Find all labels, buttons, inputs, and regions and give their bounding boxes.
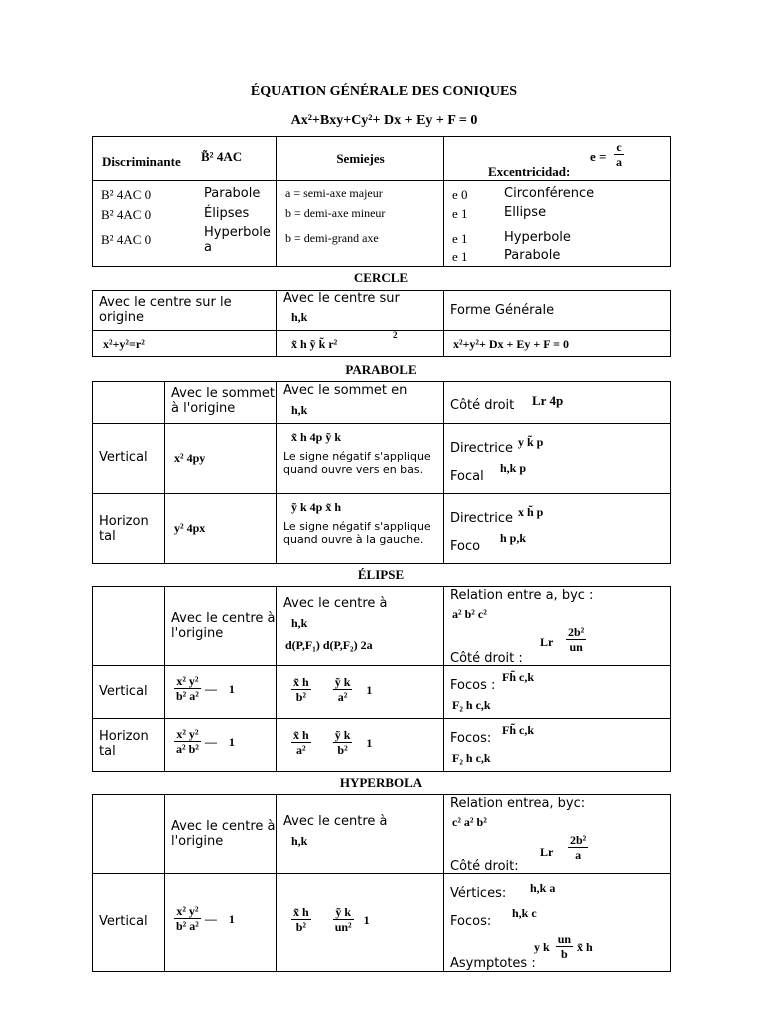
ellipse-cote: Côté droit : — [450, 651, 523, 666]
hyperbola-lr-den: a — [575, 848, 582, 862]
hyperbola-lr-fraction — [568, 833, 588, 862]
hyperbola-focos-label: Focos: — [450, 914, 492, 929]
exc-row-1: e 0 — [452, 187, 468, 202]
parabole-vertical-f2-cell — [277, 424, 444, 494]
excentricidad-num: c — [614, 140, 624, 155]
parabole-h1-text: Avec le sommet à l'origine — [171, 386, 275, 416]
parabole-horizontal-f1-cell — [165, 494, 277, 564]
hyperbola-vertical-f1-num: x² y² — [174, 904, 201, 919]
hyperbola-vertical-f2-b-num: ỹ k — [333, 905, 354, 920]
hyperbola-vertical-f2-rhs: 1 — [363, 912, 370, 927]
disc-row-2: B² 4AC 0 — [101, 207, 152, 222]
ellipse-horizontal-focos-2: F₂ h c,k — [452, 751, 491, 765]
parabole-vertical-f1: x² 4py — [174, 451, 206, 465]
hyperbola-asymptotes-formula — [534, 932, 593, 961]
hyperbola-h1-text: Avec le centre à l'origine — [171, 819, 276, 849]
ellipse-vertical-f2-cell — [277, 666, 444, 719]
ellipse-vertical-f1-num: x² y² — [174, 674, 201, 689]
exc-name-2: Ellipse — [504, 205, 547, 220]
parabole-h3 — [444, 382, 671, 424]
disc-values — [93, 181, 277, 267]
ellipse-vertical-label: Vertical — [99, 684, 148, 699]
parabole-vertical-directrice-label: Directrice — [450, 441, 514, 456]
ellipse-table — [92, 586, 671, 772]
cercle-h2-text: Avec le centre sur — [283, 291, 400, 306]
hyperbola-asymptotes-num: un — [557, 932, 572, 946]
exc-name-3: Hyperbole — [504, 230, 571, 245]
general-equation: Ax²+Bxy+Cy²+ Dx + Ey + F = 0 — [290, 113, 478, 128]
ellipse-h3 — [444, 587, 671, 666]
hyperbola-asymptotes-label: Asymptotes : — [450, 956, 536, 971]
parabole-vertical-focal: h,k p — [500, 461, 527, 475]
hyperbola-vertical-f2-a-den: b² — [295, 920, 306, 934]
ellipse-lr-fraction — [566, 625, 586, 654]
ellipse-vertical-focos-cell — [444, 666, 671, 719]
ellipse-horizontal-f1-cell — [165, 719, 277, 772]
semiejes-header — [277, 137, 444, 181]
parabole-vertical-f2: x̃ h 4p ỹ k — [291, 430, 342, 444]
parabole-h0 — [93, 382, 165, 424]
ellipse-horizontal-f2-b-num: ỹ k — [334, 728, 351, 742]
cercle-f2: x̃ h ỹ k̃ r² — [291, 337, 338, 351]
parabole-horizontal-f1: y² 4px — [174, 521, 206, 535]
hyperbola-cote: Côté droit: — [450, 859, 519, 874]
hyperbola-lr-num: 2b² — [570, 833, 587, 847]
cercle-f2-cell — [277, 331, 444, 357]
excentricidad-lhs: e = — [590, 149, 607, 164]
ellipse-horizontal-f1-den: a² b² — [176, 742, 199, 756]
disc-name-2: Élipses — [204, 206, 250, 221]
ellipse-relation: Relation entre a, byc : — [450, 588, 594, 603]
hyperbola-h0 — [93, 795, 165, 874]
cercle-f3-cell — [444, 331, 671, 357]
ellipse-horizontal-label: Horizon tal — [99, 729, 149, 759]
ellipse-horizontal-f2-a-den: a² — [296, 743, 306, 757]
parabole-vertical-note: Le signe négatif s'applique quand ouvre vers en bas. — [283, 450, 431, 476]
parabole-horizontal-f2-cell — [277, 494, 444, 564]
hyperbola-asymptotes-left: y k — [534, 939, 550, 954]
hyperbola-h2-sub: h,k — [291, 834, 308, 848]
hyperbola-lr: Lr — [540, 845, 554, 859]
parabole-table — [92, 381, 671, 564]
ellipse-h2-text: Avec le centre à — [283, 596, 388, 611]
ellipse-vertical-f1-rhs: 1 — [228, 681, 235, 696]
ellipse-vertical-f2-b-den: a² — [337, 690, 348, 704]
ellipse-h1-text: Avec le centre à l'origine — [171, 611, 276, 641]
hyperbola-vertical-f2-b-den: un² — [334, 920, 352, 934]
ellipse-lr-num: 2b² — [568, 625, 585, 639]
parabole-horizontal-label: Horizon tal — [99, 514, 149, 544]
hyperbola-vertical-label: Vertical — [99, 914, 148, 929]
cercle-h3-text: Forme Générale — [450, 303, 555, 318]
ellipse-vertical-focos-label: Focos : — [450, 678, 496, 693]
disc-row-1: B² 4AC 0 — [101, 187, 152, 202]
hyperbola-h2 — [277, 795, 444, 874]
section-ellipse: ÉLIPSE — [357, 567, 405, 582]
semi-values — [277, 181, 444, 267]
cercle-f1-cell — [93, 331, 277, 357]
excentricidad-label: Excentricidad: — [488, 164, 571, 179]
cercle-h1 — [93, 291, 277, 331]
ellipse-h0 — [93, 587, 165, 666]
parabole-vertical-info-cell — [444, 424, 671, 494]
parabole-h3-formula: Lr 4p — [532, 393, 564, 408]
parabole-h2-text: Avec le sommet en — [283, 383, 408, 398]
ellipse-horizontal-focos-1: Fh̃ c,k — [502, 723, 535, 737]
disc-name-1: Parabole — [204, 186, 261, 201]
exc-name-1: Circonférence — [504, 186, 595, 201]
parabole-h1 — [165, 382, 277, 424]
cercle-f3: x²+y²+ Dx + Ey + F = 0 — [453, 337, 569, 351]
ellipse-vertical-label-cell — [93, 666, 165, 719]
hyperbola-vertical-label-cell — [93, 874, 165, 972]
discriminant-table — [92, 136, 671, 267]
ellipse-horizontal-label-cell — [93, 719, 165, 772]
hyperbola-vertical-f1-cell — [165, 874, 277, 972]
discriminante-header — [93, 137, 277, 181]
ellipse-horizontal-f1: $\frac{\text{x² y²}}{\text{a² b²}}$ — 1 — [176, 727, 235, 756]
parabole-h3-text: Côté droit — [450, 398, 515, 413]
hyperbola-relation: Relation entrea, byc: — [450, 796, 586, 811]
cercle-f2-sup: 2 — [393, 330, 398, 340]
parabole-horizontal-foco-label: Foco — [450, 539, 481, 554]
hyperbola-relation-formula: c² a² b² — [452, 815, 487, 829]
ellipse-horizontal-f2 — [283, 728, 372, 757]
exc-values — [444, 181, 671, 267]
parabole-vertical-f1-cell — [165, 424, 277, 494]
disc-name-3: Hyperbole a — [204, 225, 271, 255]
hyperbola-focos: h,k c — [512, 906, 537, 920]
ellipse-vertical-focos-2: F₂ h c,k — [452, 698, 491, 712]
cercle-h3 — [444, 291, 671, 331]
ellipse-vertical-f1-den: b² a² — [176, 689, 199, 703]
exc-row-2: e 1 — [452, 206, 468, 221]
discriminante-label: Discriminante — [102, 154, 181, 169]
ellipse-h2 — [277, 587, 444, 666]
hyperbola-asymptotes-right: x̃ h — [577, 939, 593, 954]
ellipse-vertical-f2-rhs: 1 — [366, 682, 373, 697]
excentricidad-header — [444, 137, 671, 181]
hyperbola-vertical-f1-den: b² a² — [176, 919, 199, 933]
exc-row-4: e 1 — [452, 249, 468, 264]
parabole-horizontal-foco: h p,k — [500, 531, 527, 545]
ellipse-horizontal-f2-rhs: 1 — [366, 735, 373, 750]
hyperbola-vertices-label: Vértices: — [450, 886, 507, 901]
ellipse-vertical-f2-a-den: b² — [295, 690, 306, 704]
hyperbola-vertical-info-cell — [444, 874, 671, 972]
hyperbola-h2-text: Avec le centre à — [283, 814, 388, 829]
ellipse-vertical-focos-1: Fh̃ c,k — [502, 670, 535, 684]
hyperbola-vertices: h,k a — [530, 881, 556, 895]
ellipse-h2-sub: h,k — [291, 616, 308, 630]
disc-row-3: B² 4AC 0 — [101, 232, 152, 247]
ellipse-horizontal-f2-a-num: x̃ h — [293, 728, 309, 742]
parabole-vertical-focal-label: Focal — [450, 469, 484, 484]
excentricidad-den: a — [616, 155, 622, 169]
ellipse-relation-formula: a² b² c² — [452, 607, 487, 621]
parabole-horizontal-label-cell — [93, 494, 165, 564]
ellipse-lr: Lr — [540, 635, 554, 649]
parabole-horizontal-directrice: x h̃ p — [518, 505, 544, 519]
section-parabole: PARABOLE — [345, 362, 417, 377]
semi-row-2: b = demi-axe mineur — [285, 206, 386, 220]
exc-name-4: Parabole — [504, 248, 561, 263]
parabole-horizontal-f2: ỹ k 4p x̃ h — [291, 500, 342, 514]
ellipse-vertical-f2-b-num: ỹ k — [334, 675, 351, 689]
semi-row-3: b = demi-grand axe — [285, 231, 379, 245]
hyperbola-vertical-f1: $\frac{\text{x² y²}}{\text{b² a²}}$ — 1 — [176, 904, 235, 933]
parabole-h2 — [277, 382, 444, 424]
semi-row-1: a = semi-axe majeur — [285, 186, 383, 200]
ellipse-vertical-f1: $\frac{\text{x² y²}}{\text{b² a²}}$ — 1 — [176, 674, 235, 703]
parabole-horizontal-info-cell — [444, 494, 671, 564]
section-hyperbola: HYPERBOLA — [339, 775, 423, 790]
hyperbola-vertical-f2-cell — [277, 874, 444, 972]
excentricidad-fraction — [614, 140, 624, 169]
ellipse-horizontal-f1-num: x² y² — [174, 727, 201, 742]
hyperbola-table — [92, 794, 671, 972]
semiejes-label: Semiejes — [336, 151, 385, 166]
parabole-vertical-label: Vertical — [99, 450, 148, 465]
hyperbola-vertical-f1-rhs: 1 — [228, 911, 235, 926]
discriminante-formula: B̃² 4AC — [201, 149, 243, 164]
section-cercle: CERCLE — [353, 270, 409, 285]
ellipse-horizontal-f1-rhs: 1 — [228, 734, 235, 749]
ellipse-h1 — [165, 587, 277, 666]
ellipse-horizontal-focos-cell — [444, 719, 671, 772]
hyperbola-vertical-f2-a-num: x̃ h — [293, 905, 309, 919]
parabole-vertical-directrice: y k̃ p — [518, 435, 544, 449]
ellipse-horizontal-f2-b-den: b² — [337, 743, 348, 757]
cercle-h1-text: Avec le centre sur le origine — [99, 295, 232, 325]
ellipse-h2-formula: d(P,F₁) d(P,F₂) 2a — [285, 638, 373, 652]
hyperbola-vertical-f2 — [283, 905, 370, 934]
hyperbola-h1 — [165, 795, 277, 874]
ellipse-horizontal-f2-cell — [277, 719, 444, 772]
ellipse-vertical-f2 — [283, 675, 372, 704]
cercle-f1: x²+y²=r² — [103, 337, 145, 351]
hyperbola-h3 — [444, 795, 671, 874]
cercle-h2 — [277, 291, 444, 331]
cercle-table — [92, 290, 671, 357]
ellipse-vertical-f1-cell — [165, 666, 277, 719]
parabole-h2-sub: h,k — [291, 403, 308, 417]
page-title: ÉQUATION GÉNÉRALE DES CONIQUES — [250, 84, 518, 99]
cercle-h2-sub: h,k — [291, 310, 308, 324]
parabole-horizontal-note: Le signe négatif s'applique quand ouvre à la gauche. — [283, 520, 431, 546]
ellipse-horizontal-focos-label: Focos: — [450, 731, 492, 746]
ellipse-vertical-f2-a-num: x̃ h — [293, 675, 309, 689]
ellipse-lr-den: un — [569, 640, 583, 654]
parabole-vertical-label-cell — [93, 424, 165, 494]
hyperbola-asymptotes-den: b — [561, 947, 568, 961]
exc-row-3: e 1 — [452, 231, 468, 246]
parabole-horizontal-directrice-label: Directrice — [450, 511, 514, 526]
